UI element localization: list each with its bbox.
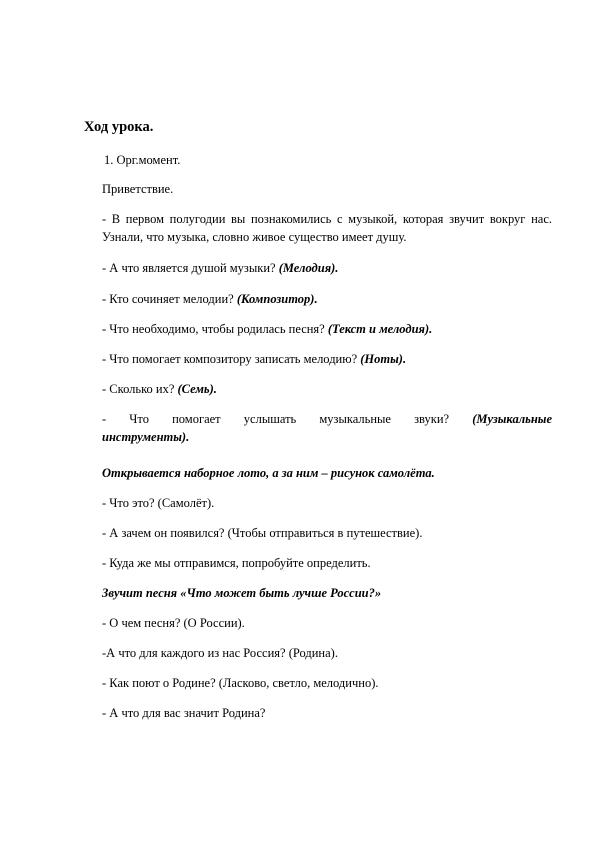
question-what-is-this: - Что это? (Самолёт). [102,496,215,510]
question-write-melody [102,350,552,368]
intro-paragraph: - В первом полугодии вы познакомились с музыкой, которая звучит вокруг нас. Узнали, что музыка, словно живое существо имеет душу. [102,212,552,244]
answer-text: (Композитор). [236,292,318,306]
question-where-go: - Куда же мы отправимся, попробуйте определить. [102,556,371,570]
question-song-about: - О чем песня? (О России). [102,616,245,630]
question-why-appeared: - А зачем он появился? (Чтобы отправиться в путешествие). [102,526,423,540]
word: помогает [172,412,221,426]
question-text: - Что помогает композитору записать мелодию? [102,352,361,366]
list-item-org-moment: 1. Орг.момент. [104,153,181,167]
question-hear-sounds [102,410,552,446]
question-soul-of-music [102,259,552,277]
question-how-sing: - Как поют о Родине? (Ласково, светло, мелодично). [102,676,379,690]
question-text: - Что необходимо, чтобы родилась песня? [102,322,328,336]
answer-text: (Мелодия). [278,261,339,275]
lesson-title: Ход урока. [84,119,154,135]
word: - [102,412,107,426]
question-text: - Сколько их? [102,382,178,396]
word: звуки? [414,412,450,426]
word: музыкальные [319,412,391,426]
word: Что [129,412,149,426]
question-how-many [102,380,552,398]
lotto-instruction: Открывается наборное лото, а за ним – рисунок самолёта. [102,466,435,480]
question-who-composes [102,290,552,308]
answer-word: (Музыкальные [472,412,552,426]
question-text: - А что является душой музыки? [102,261,279,275]
answer-text: (Текст и мелодия). [327,322,433,336]
answer-text: (Ноты). [360,352,407,366]
question-text: - Кто сочиняет мелодии? [102,292,237,306]
question-song-birth [102,320,552,338]
question-line-1 [102,410,552,428]
question-homeland-meaning: - А что для вас значит Родина? [102,706,266,720]
answer-continuation: инструменты). [102,430,190,444]
song-instruction: Звучит песня «Что может быть лучше России?» [102,586,382,600]
answer-text: (Семь). [177,382,217,396]
question-russia-meaning: -А что для каждого из нас Россия? (Родина). [102,646,338,660]
greeting-line: Приветствие. [102,182,174,196]
word: услышать [243,412,297,426]
